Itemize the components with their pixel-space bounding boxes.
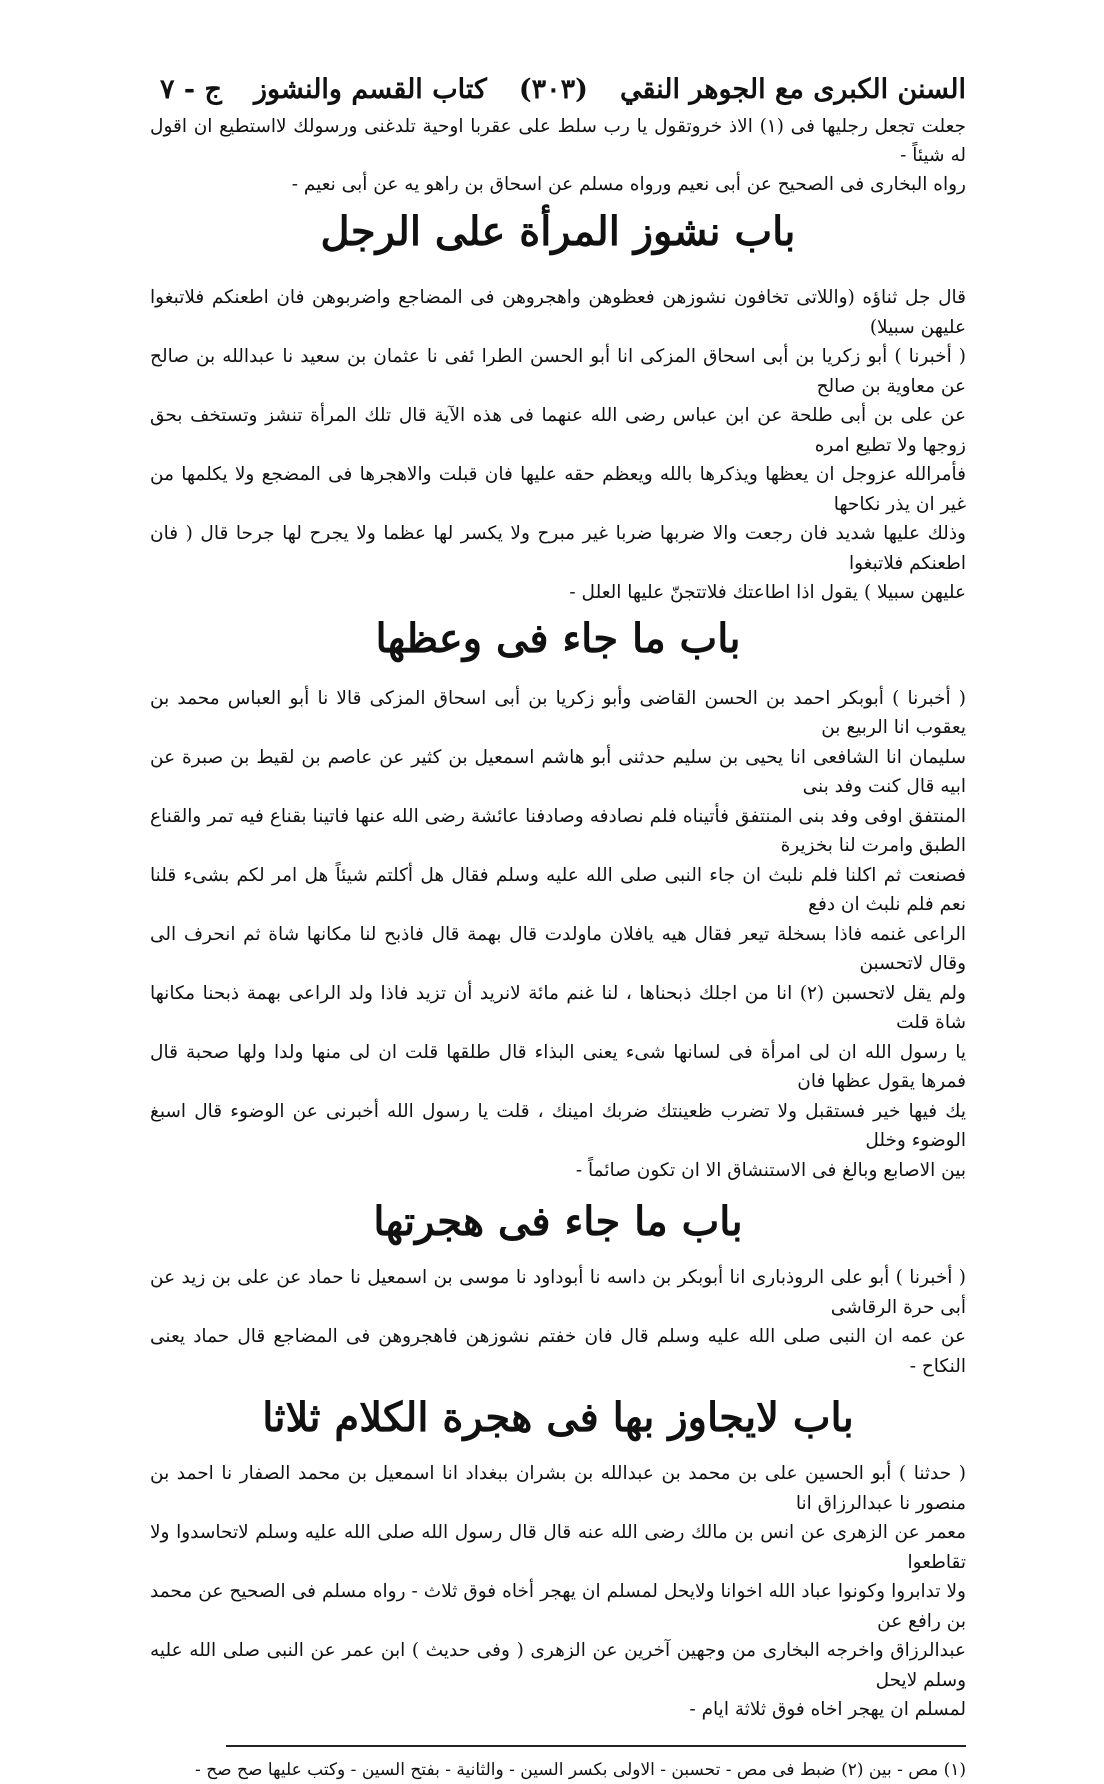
section-title-thalath: باب لايجاوز بها فى هجرة الكلام ثلاثا bbox=[262, 1394, 854, 1441]
section-body-thalath bbox=[150, 1459, 966, 1725]
header-volume: ج - ٧ bbox=[160, 74, 222, 105]
text-line: ( أخبرنا ) أبوبكر احمد بن الحسن القاضى وأبو زكريا بن أبى اسحاق المزكى قالا نا أبو العباس محمد بن يعقوب انا الربيع بن bbox=[150, 687, 966, 738]
text-line: عن على بن أبى طلحة عن ابن عباس رضى الله عنهما فى هذه الآية قال تلك المرأة تنشز وتستخف بحق زوجها ولا تطيع امره bbox=[150, 405, 966, 456]
text-line: بين الاصابع وبالغ فى الاستنشاق الا ان تكون صائماً - bbox=[575, 1159, 966, 1181]
section-body-hijra bbox=[150, 1263, 966, 1381]
text-line: فصنعت ثم اكلنا فلم نلبث ان جاء النبى صلى الله عليه وسلم فقال هل أكلتم شيئاً هل امر لكم بشىء قلنا نعم فلم نلبث ان دفع bbox=[150, 864, 966, 915]
text-line: يك فيها خير فستقبل ولا تضرب ظعينتك ضربك امينك ، قلت يا رسول الله أخبرنى عن الوضوء قال اسبغ الوضوء وخلل bbox=[150, 1100, 966, 1151]
text-line: المنتفق اوفى وفد بنى المنتفق فأتيناه فلم نصادفه وصادفنا عائشة رضى الله عنها فاتينا بقناع فيه تمر والقناع الطبق وامرت لنا بخزيرة bbox=[150, 805, 966, 856]
text-line: رواه البخارى فى الصحيح عن أبى نعيم ورواه مسلم عن اسحاق بن راهو يه عن أبى نعيم - bbox=[291, 174, 966, 195]
header-book-title: السنن الكبرى مع الجوهر النقي bbox=[619, 74, 966, 105]
section-body-nushuz bbox=[150, 283, 966, 608]
section-title-waz: باب ما جاء فى وعظها bbox=[375, 614, 741, 662]
section-title-hijra: باب ما جاء فى هجرتها bbox=[373, 1198, 743, 1245]
text-line: جعلت تجعل رجليها فى (١) الاذ خروتقول يا رب سلط على عقربا اوحية تلدغنى ورسولك لااستطيع ان اقول له شيئاً - bbox=[150, 116, 966, 166]
intro-paragraph bbox=[150, 112, 966, 199]
header-chapter-title: كتاب القسم والنشوز bbox=[253, 74, 487, 105]
text-line: الراعى غنمه فاذا بسخلة تيعر فقال هيه يافلان ماولدت قال بهمة قال فاذبح لنا مكانها شاة ثم انحرف الى وقال لاتحسبن bbox=[150, 923, 966, 974]
running-header bbox=[150, 68, 966, 112]
text-line: سليمان انا الشافعى انا يحيى بن سليم حدثنى أبو هاشم اسمعيل بن كثير عن عاصم بن لقيط بن صبرة عن ابيه قال كنت وفد بنى bbox=[150, 746, 966, 797]
text-line: معمر عن الزهرى عن انس بن مالك رضى الله عنه قال قال رسول الله صلى الله عليه وسلم لاتحاسدوا ولا تقاطعوا bbox=[150, 1522, 966, 1573]
text-line: يا رسول الله ان لى امرأة فى لسانها شىء يعنى البذاء قال طلقها قلت ان لى منها ولدا ولها صحبة قال فمرها يقول عظها فان bbox=[150, 1041, 966, 1092]
text-line: ( حدثنا ) أبو الحسين على بن محمد بن عبدالله بن بشران ببغداد انا اسمعيل بن محمد الصفار نا احمد بن منصور نا عبدالرزاق انا bbox=[150, 1463, 966, 1514]
text-line: وذلك عليها شديد فان رجعت والا ضربها ضربا غير مبرح ولا يكسر لها عظما ولا يجرح لها جرحا قال ( فان اطعنكم فلاتبغوا bbox=[150, 523, 966, 574]
text-line: لمسلم ان يهجر اخاه فوق ثلاثة ايام - bbox=[689, 1699, 966, 1720]
text-line: ولم يقل لاتحسبن (٢) انا من اجلك ذبحناها ، لنا غنم مائة لانريد أن تزيد فاذا ولد الراعى بهمة ذبحنا مكانها شاة قلت bbox=[150, 982, 966, 1033]
text-line: قال جل ثناؤه (واللاتى تخافون نشوزهن فعظوهن واهجروهن فى المضاجع واضربوهن فان اطعنكم فلاتبغوا عليهن سبيلا) bbox=[150, 287, 966, 338]
section-title-nushuz: باب نشوز المرأة على الرجل bbox=[320, 208, 796, 255]
text-line: عن عمه ان النبى صلى الله عليه وسلم قال فان خفتم نشوزهن فاهجروهن فى المضاجع قال حماد يعنى النكاح - bbox=[150, 1326, 966, 1377]
text-line: عليهن سبيلا ) يقول اذا اطاعتك فلاتتجنّ عليها العلل - bbox=[569, 582, 966, 603]
section-body-waz bbox=[150, 684, 966, 1186]
text-line: ( أخبرنا ) أبو على الروذبارى انا أبوبكر بن داسه نا أبوداود نا موسى بن اسمعيل نا حماد عن على بن زيد عن أبى حرة الرقاشى bbox=[150, 1267, 966, 1318]
text-line: عبدالرزاق واخرجه البخارى من وجهين آخرين عن الزهرى ( وفى حديث ) ابن عمر عن النبى صلى الله عليه وسلم لايحل bbox=[150, 1640, 966, 1691]
text-line: ( أخبرنا ) أبو زكريا بن أبى اسحاق المزكى انا أبو الحسن الطرا ئفى نا عثمان بن سعيد نا عبدالله بن صالح عن معاوية بن صالح bbox=[150, 346, 966, 397]
text-line: فأمرالله عزوجل ان يعظها ويذكرها بالله ويعظم حقه عليها فان قبلت والاهجرها فى المضجع ولا يكلمها من غير ان يذر نكاحها bbox=[150, 464, 966, 515]
header-page-number: (٣٠٣) bbox=[518, 74, 588, 105]
text-line: ولا تدابروا وكونوا عباد الله اخوانا ولايحل لمسلم ان يهجر أخاه فوق ثلاث - رواه مسلم فى الصحيح عن محمد بن رافع عن bbox=[150, 1581, 966, 1632]
footnote-divider bbox=[226, 1745, 966, 1747]
footnote-line: (١) مص - بين (٢) ضبط فى مص - تحسبن - الاولى بكسر السين - والثانية - بفتح السين - وكتب عليها صح صح - bbox=[195, 1759, 966, 1780]
footnotes bbox=[150, 1757, 966, 1784]
